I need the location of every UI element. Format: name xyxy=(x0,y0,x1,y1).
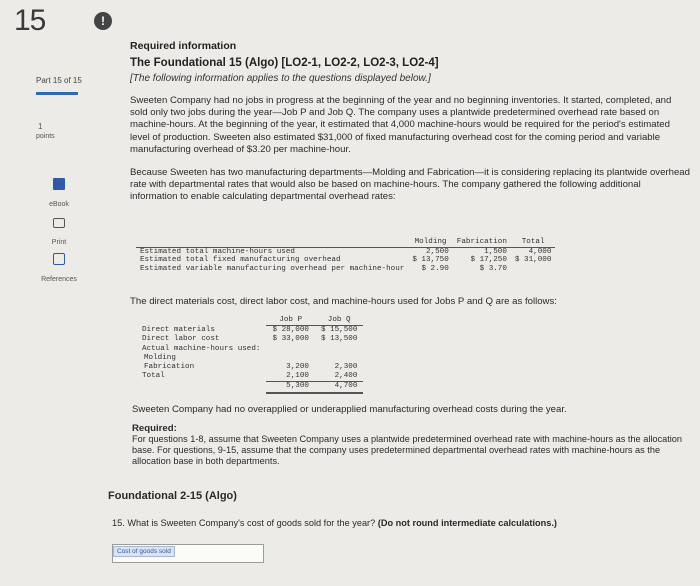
table-row xyxy=(136,363,363,372)
table-row xyxy=(136,382,363,393)
departments-paragraph: Because Sweeten has two manufacturing departments—Molding and Fabrication—it is considering replacing its plantwide overhead rate with departmental rates that would also be based on machine-hours. The company gathered the following additional information to enable calculating departmental overhead rates: xyxy=(130,167,690,203)
cell xyxy=(511,265,555,274)
ebook-label: eBook xyxy=(49,201,69,208)
required-label: Required: xyxy=(132,423,177,434)
table-row xyxy=(136,326,363,336)
problem-title: The Foundational 15 (Algo) [LO2-1, LO2-2, LO2-3, LO2-4] xyxy=(130,57,439,69)
points-label: points xyxy=(36,133,55,140)
ebook-button[interactable] xyxy=(34,178,84,211)
answer-field-label: Cost of goods sold xyxy=(113,546,175,557)
table-header-fabrication: Fabrication xyxy=(453,238,511,247)
jobs-table xyxy=(136,316,363,394)
row-label: Estimated variable manufacturing overhead per machine-hour xyxy=(140,264,405,273)
print-icon xyxy=(53,218,65,228)
part-indicator: Part 15 of 15 xyxy=(36,76,82,85)
cell: $ 33,000 xyxy=(272,335,309,344)
cell: $ 31,000 xyxy=(514,256,552,265)
cell: $ 13,750 xyxy=(412,256,449,265)
cell: $ 15,500 xyxy=(320,326,358,335)
direct-costs-intro: The direct materials cost, direct labor cost, and machine-hours used for Jobs P and Q are as follows: xyxy=(130,296,557,307)
department-rates-table xyxy=(136,238,555,273)
cell: 4,700 xyxy=(315,382,363,393)
cell: $ 28,000 xyxy=(272,326,309,335)
alert-icon: ! xyxy=(94,12,112,30)
row-label xyxy=(136,382,266,393)
cell: 1,500 xyxy=(484,247,507,256)
table-header-molding: Molding xyxy=(408,238,452,247)
intro-paragraph: Sweeten Company had no jobs in progress at the beginning of the year and no beginning inventories. It started, completed, and sold only two jobs during the year—Job P and Job Q. The company uses a plantwide predetermined overhead rate based on machine-hours. At the beginning of the year, it estimated that 4,000 machine-hours would be required for the period's estimated level of production. Sweeten also estimated $31,000 of fixed manufacturing overhead cost for the coming period and variable manufacturing overhead of $3.20 per machine-hour. xyxy=(130,95,672,155)
cell: 4,000 xyxy=(528,247,552,256)
ebook-icon xyxy=(53,178,65,190)
required-text: For questions 1-8, assume that Sweeten Company uses a plantwide predetermined overhead rate with machine-hours as the allocation base. For questions, 9-15, assume that the company uses predetermined departmental overhead rates with machine-hours as the allocation base in both departments. xyxy=(132,434,683,466)
table-header-job-q: Job Q xyxy=(315,316,363,326)
cell: 5,300 xyxy=(266,382,314,393)
cell: 2,400 xyxy=(315,372,363,382)
problem-subtitle: [The following information applies to the questions displayed below.] xyxy=(130,73,431,84)
table-row xyxy=(136,247,555,256)
row-label: Fabrication xyxy=(144,363,195,372)
required-section xyxy=(132,423,692,467)
question-instruction: (Do not round intermediate calculations.) xyxy=(377,518,557,528)
references-button[interactable] xyxy=(34,253,84,286)
cell: $ 17,250 xyxy=(470,256,507,265)
table-row xyxy=(136,372,363,382)
part-progress-bar xyxy=(36,92,78,95)
row-label: Actual machine-hours used: xyxy=(142,344,261,353)
cell: 2,500 xyxy=(425,247,449,256)
cell: $ 3.70 xyxy=(479,264,507,273)
table-row xyxy=(136,265,555,274)
overapplied-note: Sweeten Company had no overapplied or underapplied manufacturing overhead costs during the year. xyxy=(132,404,567,415)
row-label: Estimated total machine-hours used xyxy=(140,247,295,256)
cell: 2,100 xyxy=(266,372,314,382)
foundational-heading: Foundational 2-15 (Algo) xyxy=(108,490,237,502)
required-info-heading: Required information xyxy=(130,40,237,52)
print-label: Print xyxy=(51,239,67,246)
cell: 2,300 xyxy=(334,363,358,372)
table-header-job-p: Job P xyxy=(266,316,314,326)
cell xyxy=(266,354,314,363)
table-header-total: Total xyxy=(511,238,555,247)
cost-of-goods-sold-input[interactable] xyxy=(112,544,264,563)
table-row xyxy=(136,335,363,344)
table-row xyxy=(136,345,363,354)
print-button[interactable] xyxy=(34,218,84,249)
cell: 3,200 xyxy=(286,363,309,372)
cell: $ 13,500 xyxy=(320,335,358,344)
references-icon xyxy=(53,253,65,265)
row-label: Estimated total fixed manufacturing overhead xyxy=(140,256,341,265)
row-label: Direct labor cost xyxy=(142,335,220,344)
table-row xyxy=(136,256,555,265)
references-label: References xyxy=(41,276,77,283)
points-value: 1 xyxy=(38,122,43,131)
question-body: 15. What is Sweeten Company's cost of goods sold for the year? xyxy=(112,518,376,528)
cell xyxy=(315,354,363,363)
cell: $ 2.90 xyxy=(421,264,449,273)
cell xyxy=(315,345,363,354)
question-number: 15 xyxy=(14,4,46,37)
table-header-blank xyxy=(136,316,266,326)
row-label: Molding xyxy=(144,353,176,362)
row-label: Direct materials xyxy=(142,325,215,334)
table-header-blank xyxy=(136,238,408,247)
row-label: Total xyxy=(142,372,165,381)
main-content xyxy=(130,40,690,204)
cell xyxy=(266,345,314,354)
question-text xyxy=(112,518,557,528)
table-row xyxy=(136,354,363,363)
